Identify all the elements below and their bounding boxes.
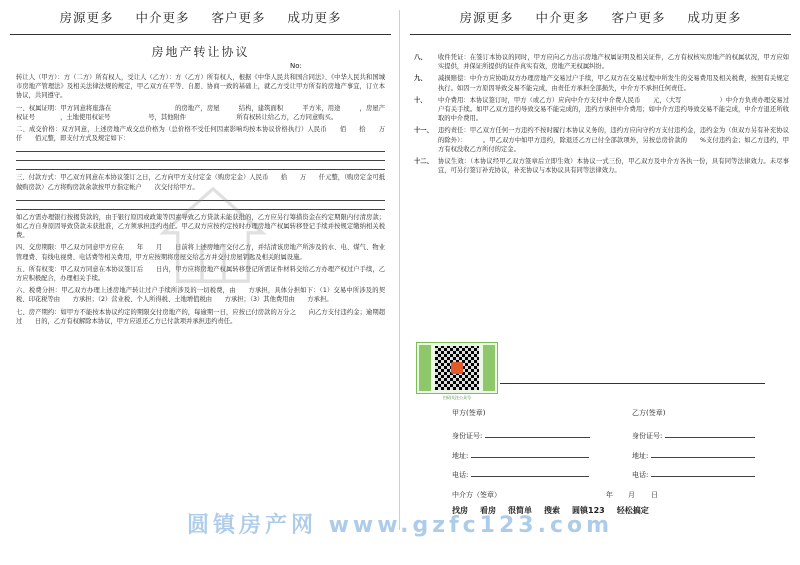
section-number: 八、 [414,54,427,61]
page-divider [399,10,400,530]
label: 身份证号: [452,432,483,440]
section-text: 协议生效：（本协议经甲乙双方签章后立即生效）本协议一式三份，甲乙双方及中介方各执一份，具有同等法律效力。未尽事宜，可另行签订补充协议，补充协议与本协议具有同等法律效力。 [438,158,789,175]
date-year [606,490,613,500]
section-6-taxes: 六、税费分担：甲乙双方办理上述房地产转让过户手续所涉及的一切税费，由 方承担，具体分担如下：（1）交易中所涉及的契税、印花税等由 方承担；（2）营业税、个人所得税、土地增值税由 方承担；（3）其他费用由 方承担。 [16,287,385,304]
input-line[interactable] [471,470,589,477]
section-11-breach [414,126,789,154]
label: 中介方（签章） [452,491,501,499]
section-text: 中介费用：本协议签订时，甲方（或乙方）应向中介方支付中介费人民币 元，（大写 ）中介方负责办理交易过户有关手续。如甲乙双方违约导致交易不能完成的，违约方承担中介费用；如中介方违约导致交易不能完成，中介方退还所收取的中介费用。 [438,96,789,123]
section-text: 收件凭证：在签订本协议的同时，甲方应向乙方出示房地产权属证明及相关证件，乙方有权核实房地产的权属状况，甲方应如实提供，并保证所提供的证件真实有效，房地产无权属纠纷。 [438,54,789,71]
section-number: 十二、 [414,158,433,166]
section-number: 十一、 [414,127,433,135]
section-9-compensation [414,74,789,92]
section-10-agency-fee [414,96,789,124]
section-7-term: 七、房产期约：如甲方不能按本协议约定的期限交付房地产的，每逾期一日，应按已付房款的万分之 向乙方支付违约金；逾期超过 日的，乙方有权解除本协议，甲方应返还乙方已付款项并承担违约责任。 [16,308,385,325]
right-body [408,53,793,175]
nav-item-agents[interactable]: 中介更多 [535,10,590,25]
signature-top-rule [500,383,765,384]
qr-code-badge[interactable] [416,342,498,400]
section-text: 减损赔偿：中介方应协助双方办理房地产交易过户手续，甲乙双方在交易过程中所发生的交易费用及相关税费，按照有关规定执行。如因一方原因导致交易不能完成，由责任方承担全部损失，中介方不承担任何责任。 [438,75,789,92]
left-page [8,0,398,565]
party-b-tel [632,470,755,480]
label: 电话: [632,471,649,479]
site-watermark: 圆镇房产网 www.gzfc123.com [186,513,614,538]
qr-caption: 扫码关注公众号 [443,395,471,400]
blank-line [16,153,385,161]
input-line[interactable] [665,431,755,438]
footer-link[interactable]: 看房 [480,506,496,515]
footer-link[interactable]: 圆镇123 [572,506,605,515]
label: 甲方(签章) [452,409,486,417]
label: 乙方(签章) [632,409,666,417]
left-nav-rule [10,34,391,35]
label: 电话: [452,471,469,479]
footer-link[interactable]: 轻松搞定 [616,506,649,515]
intro-paragraph: 转让人（甲方）：方（二方）所有权人，受让人（乙方）：方（乙方）所有权人，根据《中华人民共和国合同法》、《中华人民共和国城市房地产管理法》及相关法律法规的规定，甲乙双方在平等、自愿、协商一致的基础上，就乙方受让甲方所有的房地产事宜，订立本协议，共同遵守。 [16,74,385,100]
party-a-tel [452,470,589,480]
section-number: 九、 [414,75,427,83]
nav-item-listings[interactable]: 房源更多 [59,10,114,25]
nav-item-success[interactable]: 成功更多 [687,10,742,25]
footer-link[interactable]: 找房 [452,506,468,515]
section-2-price: 二、成交价格：双方同意，上述房地产成交总价格为（总价格不受任何因素影响均按本协议价格执行）人民币 佰 拾 万 仟 佰元整，即支付方式及规定如下： [16,126,398,143]
party-a-sign [452,408,485,418]
label: 年 [606,491,613,499]
party-b-sign [632,408,665,418]
qr-side-strip [483,345,495,391]
left-nav [8,0,393,34]
input-line[interactable] [651,470,755,477]
right-nav [408,0,793,34]
document-title: 房地产转让协议 [151,45,250,59]
date-day [651,490,658,500]
document-number-label: No: [290,62,302,70]
label: 身份证号: [632,432,663,440]
agent-sign [452,490,501,500]
section-8-documents [414,53,789,71]
nav-item-listings[interactable]: 房源更多 [459,10,514,25]
right-nav-rule [410,34,791,35]
party-b-address [632,451,755,461]
footer-link[interactable]: 很简单 [508,506,532,515]
right-page [408,0,793,565]
nav-item-agents[interactable]: 中介更多 [135,10,190,25]
label: 地址: [632,452,649,460]
house-logo-icon [158,180,268,290]
section-12-effect [414,157,789,175]
nav-item-success[interactable]: 成功更多 [287,10,342,25]
input-line[interactable] [651,451,755,458]
party-a-address [452,451,589,461]
section-3-payment: 三、付款方式：甲乙双方同意在本协议签订之日，乙方向甲方支付定金（购房定金）人民币 拾 万 仟元整，（购房定金可抵做购房款）乙方将购房款余款按甲方指定帐户 次交付给甲方。 [16,174,385,191]
label: 月 [628,491,635,499]
input-line[interactable] [471,451,589,458]
section-3-payment-detail: 如乙方需办理银行按揭贷款的，由于银行原因或政策等因素导致乙方贷款未能获批的，乙方应另行筹措资金在约定期限内付清房款；如乙方自身原因导致贷款未获批准，乙方须承担违约责任。甲乙双方应按约定按时办理房地产权属转移登记手续并按规定缴纳相关税费。 [16,213,385,240]
section-text: 违约责任：甲乙双方任何一方违约不按时履行本协议义务的，违约方应向守约方支付违约金，违约金为（但双方另有补充协议的除外）： 。甲乙双方中如甲方违约，除退还乙方已付全部款项外，另按总房价款的 %支付违约金；如乙方违约，甲方有权没收乙方所付的定金。 [438,127,789,153]
section-number: 十、 [414,96,427,104]
qr-code-icon [435,346,479,390]
label: 地址: [452,452,469,460]
label: 日 [651,491,658,499]
section-1-ownership: 一、权属证明：甲方同意将座落在 的房地产，房屋 结构，建筑面积 平方米，用途 ，房屋产权证号 ，土地使用权证号 号，其他附件 所有权转让给乙方，乙方同意购买。 [16,104,385,121]
footer-link[interactable]: 搜索 [544,506,560,515]
party-a-id [452,431,590,441]
blank-line [16,144,385,152]
nav-item-clients[interactable]: 客户更多 [211,10,266,25]
blank-line [16,162,385,170]
section-4-delivery: 四、交房期限：甲乙双方同意甲方应在 年 月 日前将上述房地产交付乙方，并结清该房地产所涉及的水、电、煤气、物业管理费、有线电视费、电话费等相关费用，甲方应按期将房屋交给乙方并交付房屋钥匙及相关附属设施。 [16,244,385,261]
date-month [628,490,635,500]
nav-item-clients[interactable]: 客户更多 [611,10,666,25]
input-line[interactable] [485,431,590,438]
qr-side-strip [419,345,431,391]
party-b-id [632,431,755,441]
section-5-ownership-transfer: 五、所有权变：甲乙双方同意在本协议签订后 日内，甲方应将房地产权属转移登记所需证件材料交给乙方办理产权过户手续，乙方应积极配合，办理相关手续。 [16,265,385,283]
